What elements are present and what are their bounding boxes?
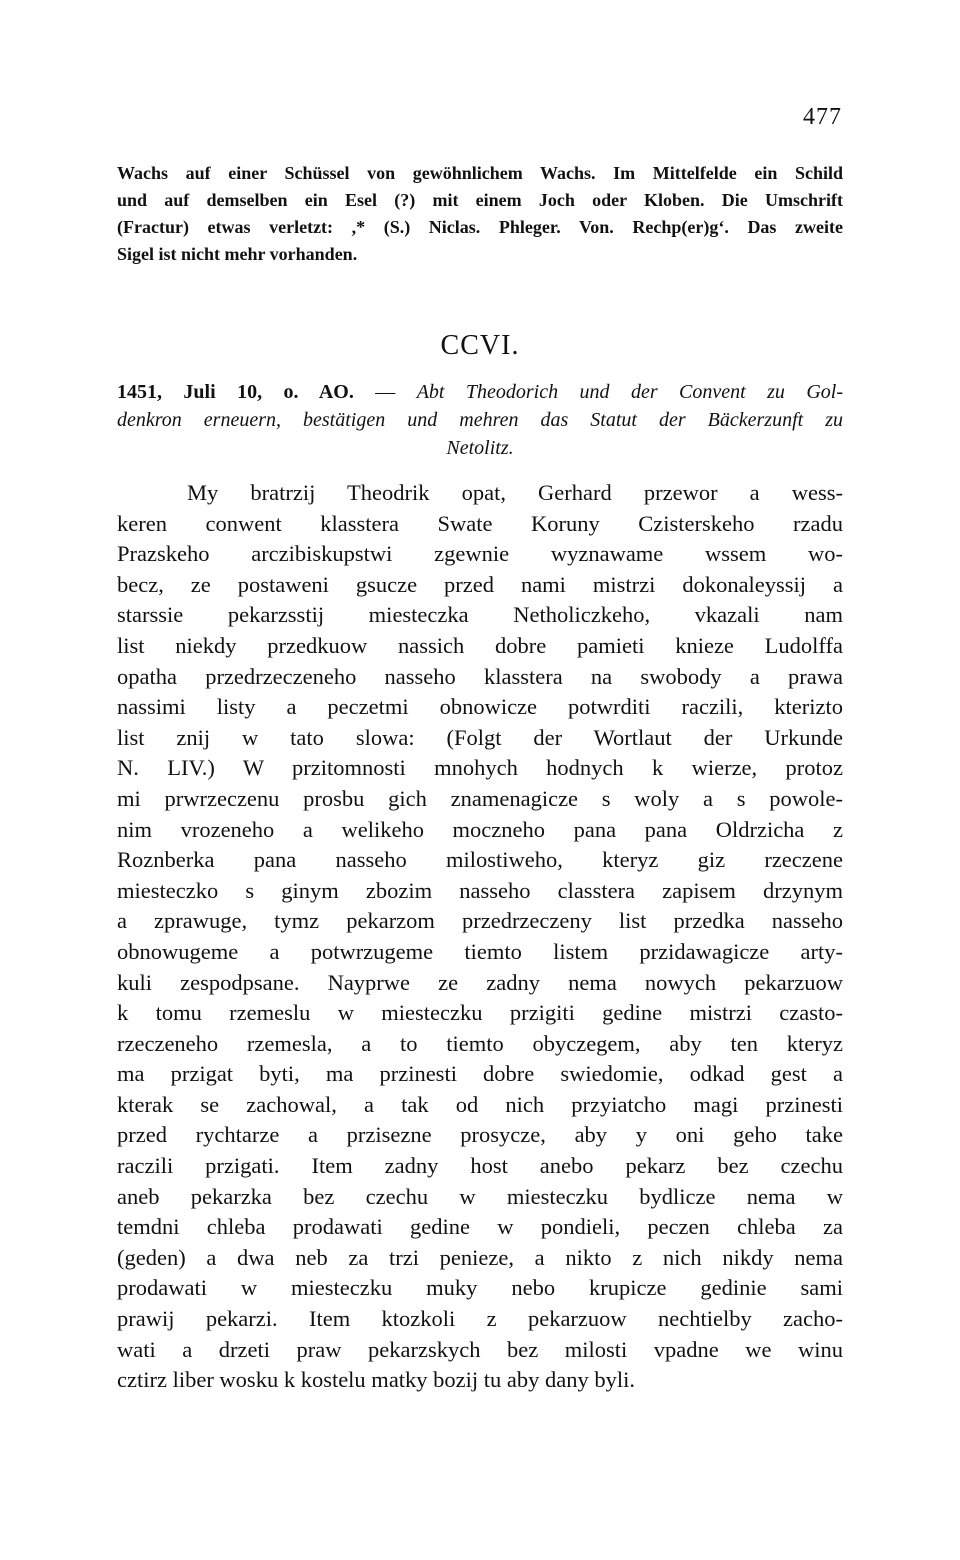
heading-line-1 <box>117 378 843 406</box>
body-line: cztirz liber wosku k kostelu matky bozij tu aby dany byli. <box>117 1367 636 1393</box>
body-line: przed rychtarze a przisezne prosycze, aby y oni geho take <box>117 1122 843 1148</box>
note-line: Sigel ist nicht mehr vorhanden. <box>117 244 358 264</box>
body-line: Roznberka pana nasseho milostiweho, kteryz giz rzeczene <box>117 847 843 873</box>
body-line: ma przigat byti, ma przinesti dobre swiedomie, odkad gest a <box>117 1061 843 1087</box>
body-line: aneb pekarzka bez czechu w miesteczku bydlicze nema w <box>117 1183 843 1209</box>
body-line: temdni chleba prodawati gedine w pondieli, peczen chleba za <box>117 1214 843 1240</box>
body-line: a zprawuge, tymz pekarzom przedrzeczeny list przedka nasseho <box>117 908 843 934</box>
heading-summary-start: Abt Theodorich und der Convent zu Gol- <box>416 381 844 403</box>
body-line: prawij pekarzi. Item ktozkoli z pekarzuow nechtielby zacho- <box>117 1306 843 1332</box>
document-body <box>117 478 843 1396</box>
note-line: und auf demselben ein Esel (?) mit einem Joch oder Kloben. Die Umschrift <box>117 190 843 210</box>
heading-dash: — <box>353 381 417 403</box>
body-line: obnowugeme a potwrzugeme tiemto listem przidawagicze arty- <box>117 938 843 964</box>
body-line: list niekdy przedkuow nassich dobre pamieti knieze Ludolffa <box>117 632 843 658</box>
body-line: kterak se zachowal, a tak od nich przyiatcho magi przinesti <box>117 1091 843 1117</box>
body-line: k tomu rzemeslu w miesteczku przigiti gedine mistrzi czasto- <box>117 1000 843 1026</box>
document-number: CCVI. <box>440 330 520 361</box>
body-line: keren conwent klasstera Swate Koruny Czisterskeho rzadu <box>117 510 843 536</box>
body-line: kuli zespodpsane. Nayprwe ze zadny nema nowych pekarzuow <box>117 969 843 995</box>
body-line: mi prwrzeczenu prosbu gich znamenagicze s woly a s powole- <box>117 785 843 811</box>
note-line: Wachs auf einer Schüssel von gewöhnlichem Wachs. Im Mittelfelde ein Schild <box>117 163 843 183</box>
body-line: prodawati w miesteczku muky nebo krupicze gedinie sami <box>117 1275 843 1301</box>
body-line: rzeczeneho rzemesla, a to tiemto obyczegem, aby ten kteryz <box>117 1030 843 1056</box>
body-line: nim vrozeneho a welikeho moczneho pana pana Oldrzicha z <box>117 816 843 842</box>
body-line: nassimi listy a peczetmi obnowicze potwrditi raczili, kterizto <box>117 694 843 720</box>
note-line: (Fractur) etwas verletzt: ,* (S.) Niclas. Phleger. Von. Rechp(er)g‘. Das zweite <box>117 217 843 237</box>
body-line: miesteczko s ginym zbozim nasseho classtera zapisem drzynym <box>117 877 843 903</box>
body-line: starssie pekarzsstij miesteczka Netholiczkeho, vkazali nam <box>117 602 843 628</box>
body-line: raczili przigati. Item zadny host anebo pekarz bez czechu <box>117 1153 843 1179</box>
heading-line-3: Netolitz. <box>446 437 514 459</box>
body-line: becz, ze postaweni gsucze przed nami mistrzi dokonaleyssij a <box>117 571 843 597</box>
body-line: (geden) a dwa neb za trzi penieze, a nikto z nich nikdy nema <box>117 1244 843 1270</box>
page-number: 477 <box>803 104 842 130</box>
body-line: My bratrzij Theodrik opat, Gerhard przewor a wess- <box>187 480 843 505</box>
body-line: opatha przedrzeczeneho nasseho klasstera na swobody a prawa <box>117 663 843 689</box>
body-line: N. LIV.) W przitomnosti mnohych hodnych k wierze, protoz <box>117 755 843 781</box>
previous-document-seal-note <box>117 160 843 268</box>
document-date: 1451, Juli 10, o. AO. <box>117 381 354 403</box>
document-heading <box>117 378 843 462</box>
body-line: wati a drzeti praw pekarzskych bez milosti vpadne we winu <box>117 1336 843 1362</box>
body-line: Prazskeho arczibiskupstwi zgewnie wyznawame wssem wo- <box>117 541 843 567</box>
heading-line-2: denkron erneuern, bestätigen und mehren das Statut der Bäckerzunft zu <box>117 409 843 431</box>
body-line: list znij w tato slowa: (Folgt der Wortlaut der Urkunde <box>117 724 843 750</box>
